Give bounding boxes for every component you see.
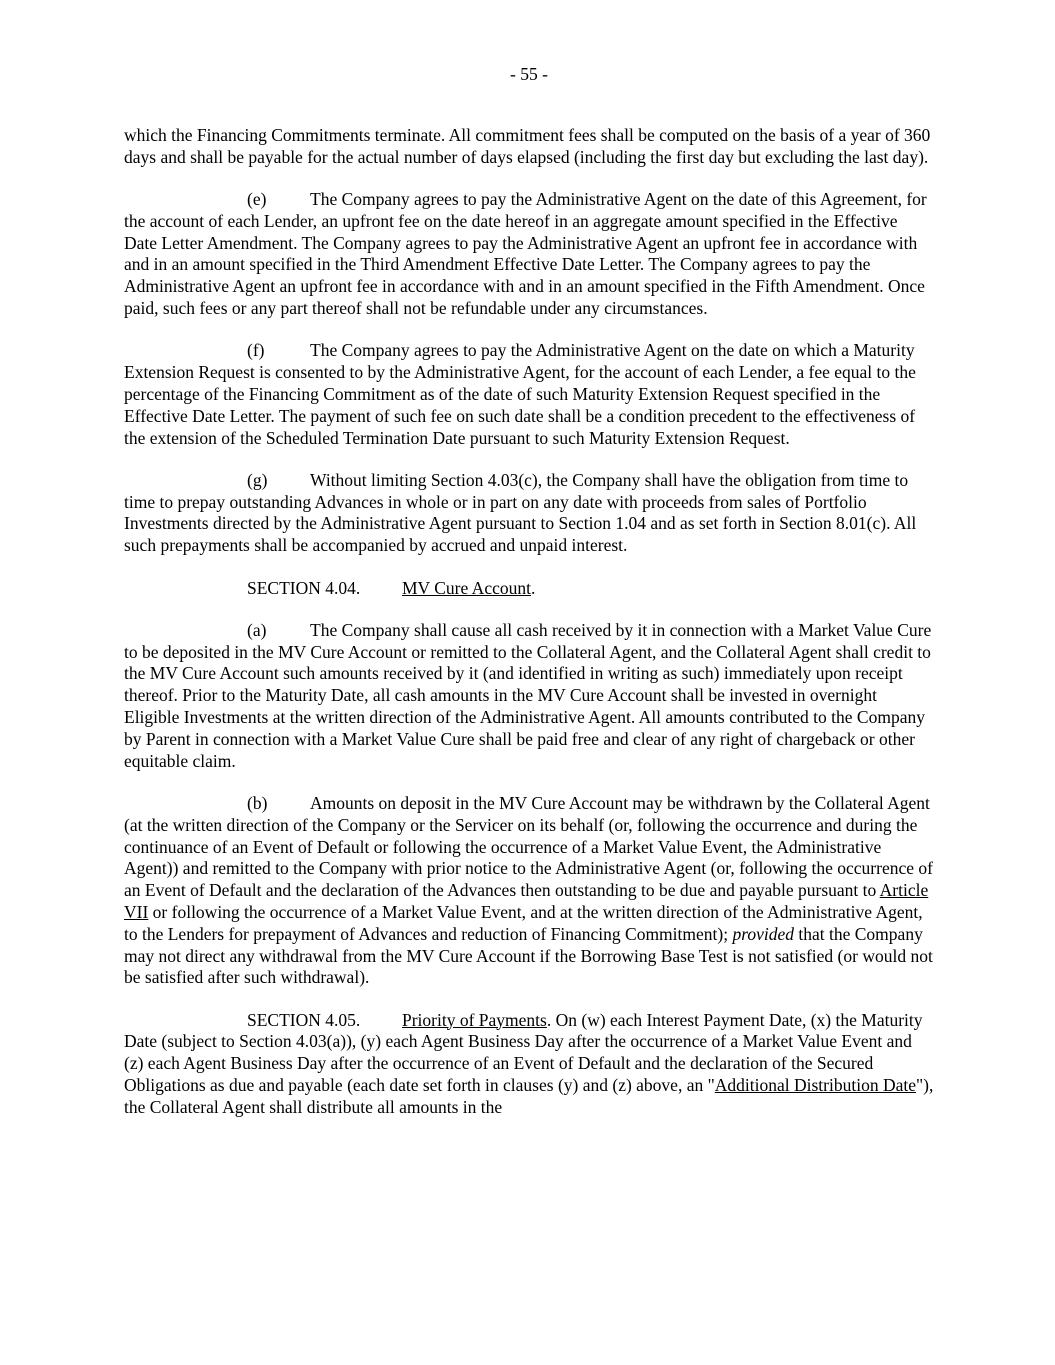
- section-title: MV Cure Account: [402, 577, 531, 598]
- italic-term: provided: [732, 923, 795, 944]
- section-heading-4-05: [124, 1010, 934, 1119]
- paragraph-intro: which the Financing Commitments terminate. All commitment fees shall be computed on the basis of a year of 360 days and shall be payable for the actual number of days elapsed (including the first day but excluding the last day).: [124, 125, 931, 167]
- clause-marker: (f): [247, 340, 265, 361]
- clause-text: or following the occurrence of a Market Value Event, and at the written direction of the Administrative Agent, to the Lenders for prepayment of Advances and reduction of Financing Commitment);: [124, 901, 923, 944]
- section-text: "), the Collateral Agent shall distribute all amounts in the: [124, 1074, 934, 1117]
- clause-text: The Company agrees to pay the Administrative Agent on the date of this Agreement, for the account of each Lender, an upfront fee on the date hereof in an aggregate amount specified in the Effective Date Letter Amendment. The Company agrees to pay the Administrative Agent an upfront fee in accordance with and in an amount specified in the Third Amendment Effective Date Letter. The Company agrees to pay the Administrative Agent an upfront fee in accordance with and in an amount specified in the Fifth Amendment. Once paid, such fees or any part thereof shall not be refundable under any circumstances.: [124, 189, 927, 319]
- clause-marker: (b): [247, 792, 268, 813]
- clause-text: The Company shall cause all cash received by it in connection with a Market Value Cure to be deposited in the MV Cure Account or remitted to the Collateral Agent, and the Collateral Agent shall credit to the MV Cure Account such amounts received by it (and identified in writing as such) immediately upon receipt thereof. Prior to the Maturity Date, all cash amounts in the MV Cure Account shall be invested in overnight Eligible Investments at the written direction of the Administrative Agent. All amounts contributed to the Company by Parent in connection with a Market Value Cure shall be paid free and clear of any right of chargeback or other equitable claim.: [124, 619, 932, 771]
- section-text: . On (w) each Interest Payment Date, (x) the Maturity Date (subject to Section 4.03(a)), (y) each Agent Business Day after the occurrence of a Market Value Event and (z) each Agent Business Day after the occurrence of an Event of Default and the declaration of the Secured Obligations as due and payable (each date set forth in clauses (y) and (z) above, an ": [124, 1009, 923, 1095]
- clause-text: Amounts on deposit in the MV Cure Account may be withdrawn by the Collateral Agent (at the written direction of the Company or the Servicer on its behalf (or, following the occurrence and during the continuance of an Event of Default or following the occurrence of a Market Value Event, the Administrative Agent)) and remitted to the Company with prior notice to the Administrative Agent (or, following the occurrence of an Event of Default and the declaration of the Advances then outstanding to be due and payable pursuant to: [124, 792, 933, 901]
- defined-term: Additional Distribution Date: [714, 1074, 916, 1095]
- clause-text: Without limiting Section 4.03(c), the Company shall have the obligation from time to time to prepay outstanding Advances in whole or in part on any date with proceeds from sales of Portfolio Investments directed by the Administrative Agent pursuant to Section 1.04 and as set forth in Section 8.01(c). All such prepayments shall be accompanied by accrued and unpaid interest.: [124, 469, 917, 556]
- section-number: SECTION 4.05.: [247, 1009, 361, 1030]
- paragraph-g: [124, 470, 934, 557]
- clause-marker: (a): [247, 619, 267, 640]
- paragraph-f: [124, 340, 934, 449]
- section-title-period: .: [530, 577, 536, 598]
- paragraph-b: [124, 793, 934, 989]
- clause-marker: (e): [247, 189, 267, 210]
- clause-text: The Company agrees to pay the Administrative Agent on the date on which a Maturity Extension Request is consented to by the Administrative Agent, for the account of each Lender, a fee equal to the percentage of the Financing Commitment as of the date of such Maturity Extension Request specified in the Effective Date Letter. The payment of such fee on such date shall be a condition precedent to the effectiveness of the extension of the Scheduled Termination Date pursuant to such Maturity Extension Request.: [124, 340, 916, 448]
- clause-marker: (g): [247, 469, 268, 490]
- clause-text: that the Company may not direct any withdrawal from the MV Cure Account if the Borrowing Base Test is not satisfied (or would not be satisfied after such withdrawal).: [124, 923, 933, 988]
- section-title: Priority of Payments: [402, 1009, 547, 1030]
- paragraph-e: [124, 189, 934, 320]
- article-reference: Article VII: [124, 880, 929, 922]
- section-number: SECTION 4.04.: [247, 577, 361, 598]
- section-heading-4-04: [124, 578, 934, 600]
- page-number: - 55 -: [510, 64, 548, 84]
- paragraph-a: [124, 620, 934, 773]
- document-body: [124, 125, 934, 1139]
